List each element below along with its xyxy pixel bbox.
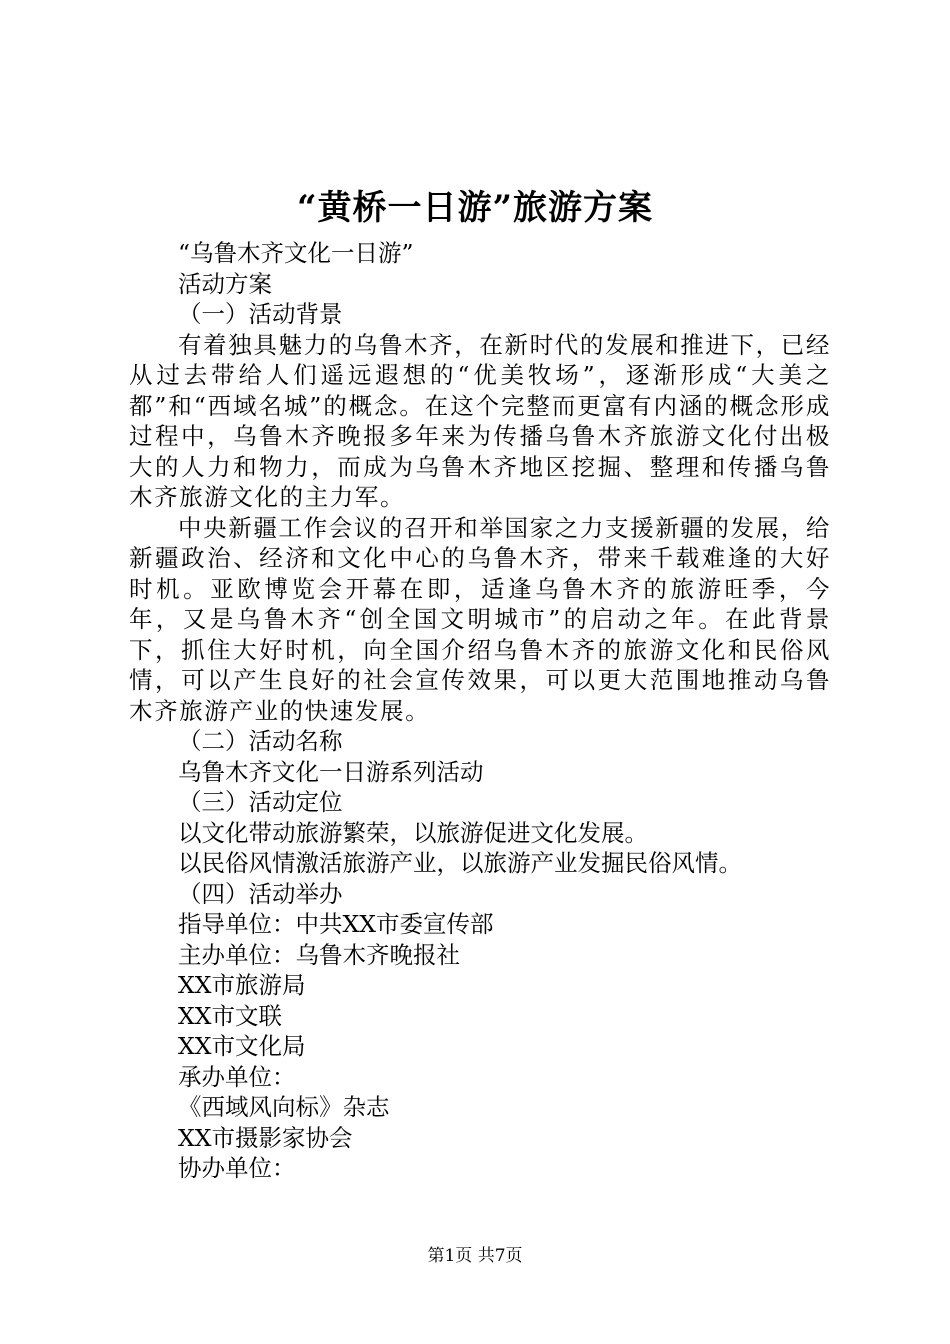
doc-type: 活动方案 xyxy=(178,269,272,298)
co-organizer-label: 协办单位： xyxy=(178,1154,296,1182)
positioning-line-2: 以民俗风情激活旅游产业，以旅游产业发掘民俗风情。 xyxy=(178,849,742,877)
host-unit: 主办单位：乌鲁木齐晚报社 xyxy=(178,940,460,969)
section-heading-hosting: （四）活动举办 xyxy=(178,879,343,908)
host-unit-2: XX市旅游局 xyxy=(178,971,306,999)
positioning-line-1: 以文化带动旅游繁荣，以旅游促进文化发展。 xyxy=(178,818,648,847)
activity-name: 乌鲁木齐文化一日游系列活动 xyxy=(178,757,484,786)
background-paragraph-1: 有着独具魅力的乌鲁木齐，在新时代的发展和推进下，已经从过去带给人们遥远遐想的“优美牧场”，逐渐形成“大美之都”和“西域名城”的概念。在这个完整而更富有内涵的概念形成过程中，乌鲁木齐晚报多年来为传播乌鲁木齐旅游文化付出极大的人力和物力，而成为乌鲁木齐地区挖掘、整理和传播乌鲁木齐旅游文化的主力军。 xyxy=(129,330,831,511)
subtitle: “乌鲁木齐文化一日游” xyxy=(178,239,414,267)
organizer-label: 承办单位： xyxy=(178,1062,296,1091)
host-unit-4: XX市文化局 xyxy=(178,1032,306,1060)
section-heading-positioning: （三）活动定位 xyxy=(178,788,343,816)
page-footer: 第1页 共7页 xyxy=(427,1246,523,1266)
background-paragraph-2: 中央新疆工作会议的召开和举国家之力支援新疆的发展，给新疆政治、经济和文化中心的乌鲁木齐，带来千载难逢的大好时机。亚欧博览会开幕在即，适逢乌鲁木齐的旅游旺季，今年，又是乌鲁木齐“创全国文明城市”的启动之年。在此背景下，抓住大好时机，向全国介绍乌鲁木齐的旅游文化和民俗风情，可以产生良好的社会宣传效果，可以更大范围地推动乌鲁木齐旅游产业的快速发展。 xyxy=(129,513,831,725)
organizer-1: 《西域风向标》杂志 xyxy=(178,1093,390,1121)
host-unit-3: XX市文联 xyxy=(178,1001,282,1030)
document-title: “黄桥一日游”旅游方案 xyxy=(296,188,654,228)
section-heading-background: （一）活动背景 xyxy=(178,300,343,328)
document-body xyxy=(129,238,831,1184)
section-heading-name: （二）活动名称 xyxy=(178,727,343,755)
organizer-2: XX市摄影家协会 xyxy=(178,1123,353,1152)
guide-unit: 指导单位：中共XX市委宣传部 xyxy=(178,910,494,938)
